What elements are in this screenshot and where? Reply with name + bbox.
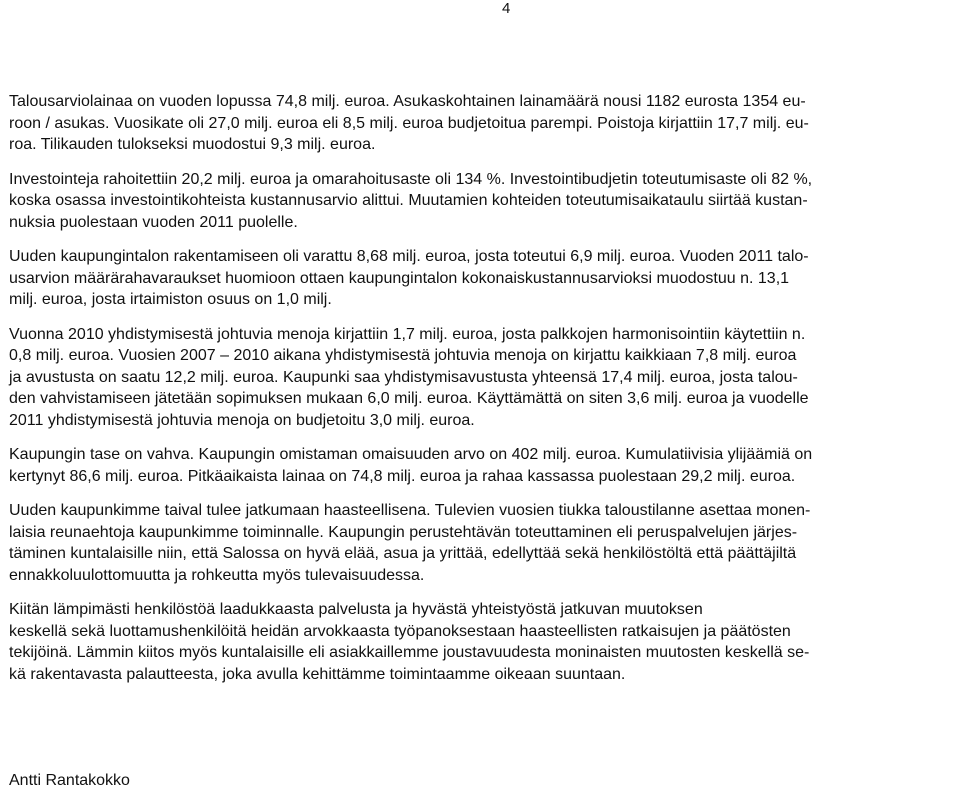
text-line: ennakkoluulottomuutta ja rohkeutta myös tulevaisuudessa. (9, 566, 425, 584)
paragraph-outlook (9, 500, 957, 586)
text-line: 2011 yhdistymisestä johtuvia menoja on budjetoitu 3,0 milj. euroa. (9, 411, 475, 429)
text-line: keskellä sekä luottamushenkilöitä heidän arvokkaasta työpanoksestaan haasteellisten ratkaisujen ja päätösten (9, 622, 791, 640)
paragraph-investments (9, 169, 957, 234)
signature: Antti Rantakokko (9, 772, 130, 789)
text-line: Vuonna 2010 yhdistymisestä johtuvia menoja kirjattiin 1,7 milj. euroa, josta palkkojen harmonisointiin käytettiin n. (9, 325, 806, 343)
paragraph-thanks (9, 599, 957, 685)
paragraph-loans (9, 91, 957, 156)
text-line: milj. euroa, josta irtaimiston osuus on 1,0 milj. (9, 291, 332, 308)
text-line: laisia reunaehtoja kaupunkimme toiminnalle. Kaupungin perustehtävän toteuttaminen eli peruspalvelujen järjes- (9, 523, 798, 541)
text-line: nuksia puolestaan vuoden 2011 puolelle. (9, 213, 298, 231)
text-line: Investointeja rahoitettiin 20,2 milj. euroa ja omarahoitusaste oli 134 %. Investointibudjetin toteutumisaste oli 82 %, (9, 170, 813, 188)
text-line: Uuden kaupunkimme taival tulee jatkumaan haasteellisena. Tulevien vuosien tiukka taloustilanne asettaa monen- (9, 502, 811, 519)
text-line: usarvion määrärahavaraukset huomioon ottaen kaupungintalon kokonaiskustannusarvioksi muodostuu n. 13,1 (9, 269, 790, 287)
paragraph-balance-sheet (9, 444, 957, 487)
page-number: 4 (502, 0, 511, 17)
text-line: ja avustusta on saatu 12,2 milj. euroa. Kaupunki saa yhdistymisavustusta yhteensä 17,4 milj. euroa, josta talou- (9, 368, 798, 386)
text-line: tekijöinä. Lämmin kiitos myös kuntalaisille eli asiakkaillemme joustavuudesta moninaisten muutosten keskellä se- (9, 644, 810, 661)
text-line: Kaupungin tase on vahva. Kaupungin omistaman omaisuuden arvo on 402 milj. euroa. Kumulatiivisia ylijäämiä on (9, 446, 813, 463)
text-line: koska osassa investointikohteista kustannusarvio alittui. Muutamien kohteiden toteutumisaikataulu siirtää kustan- (9, 192, 808, 209)
text-line: Kiitän lämpimästi henkilöstöä laadukkaasta palvelusta ja hyvästä yhteistyöstä jatkuvan muutoksen (9, 601, 703, 618)
text-line: Uuden kaupungintalon rakentamiseen oli varattu 8,68 milj. euroa, josta toteutui 6,9 milj. euroa. Vuoden 2011 talo- (9, 248, 809, 265)
text-line: kertynyt 86,6 milj. euroa. Pitkäaikaista lainaa on 74,8 milj. euroa ja rahaa kassassa puolestaan 29,2 milj. euroa. (9, 467, 796, 485)
document-body (9, 91, 957, 698)
text-line: täminen kuntalaisille niin, että Salossa on hyvä elää, asua ja yrittää, edellyttää sekä henkilöstöltä että päättäjiltä (9, 545, 797, 562)
text-line: den vahvistamiseen jätetään sopimuksen mukaan 6,0 milj. euroa. Käyttämättä on siten 3,6 milj. euroa ja vuodelle (9, 390, 809, 407)
paragraph-merger-costs (9, 324, 957, 432)
text-line: roa. Tilikauden tulokseksi muodostui 9,3 milj. euroa. (9, 136, 376, 153)
text-line: 0,8 milj. euroa. Vuosien 2007 – 2010 aikana yhdistymisestä johtuvia menoja on kirjattu kaikkiaan 7,8 milj. euroa (9, 347, 797, 364)
text-line: kä rakentavasta palautteesta, joka avulla kehittämme toimintaamme oikeaan suuntaan. (9, 665, 626, 683)
paragraph-town-hall (9, 246, 957, 311)
text-line: roon / asukas. Vuosikate oli 27,0 milj. euroa eli 8,5 milj. euroa budjetoitua parempi. Poistoja kirjattiin 17,7 milj. eu- (9, 114, 809, 132)
text-line: Talousarviolainaa on vuoden lopussa 74,8 milj. euroa. Asukaskohtainen lainamäärä nousi 1182 eurosta 1354 eu- (9, 93, 806, 110)
